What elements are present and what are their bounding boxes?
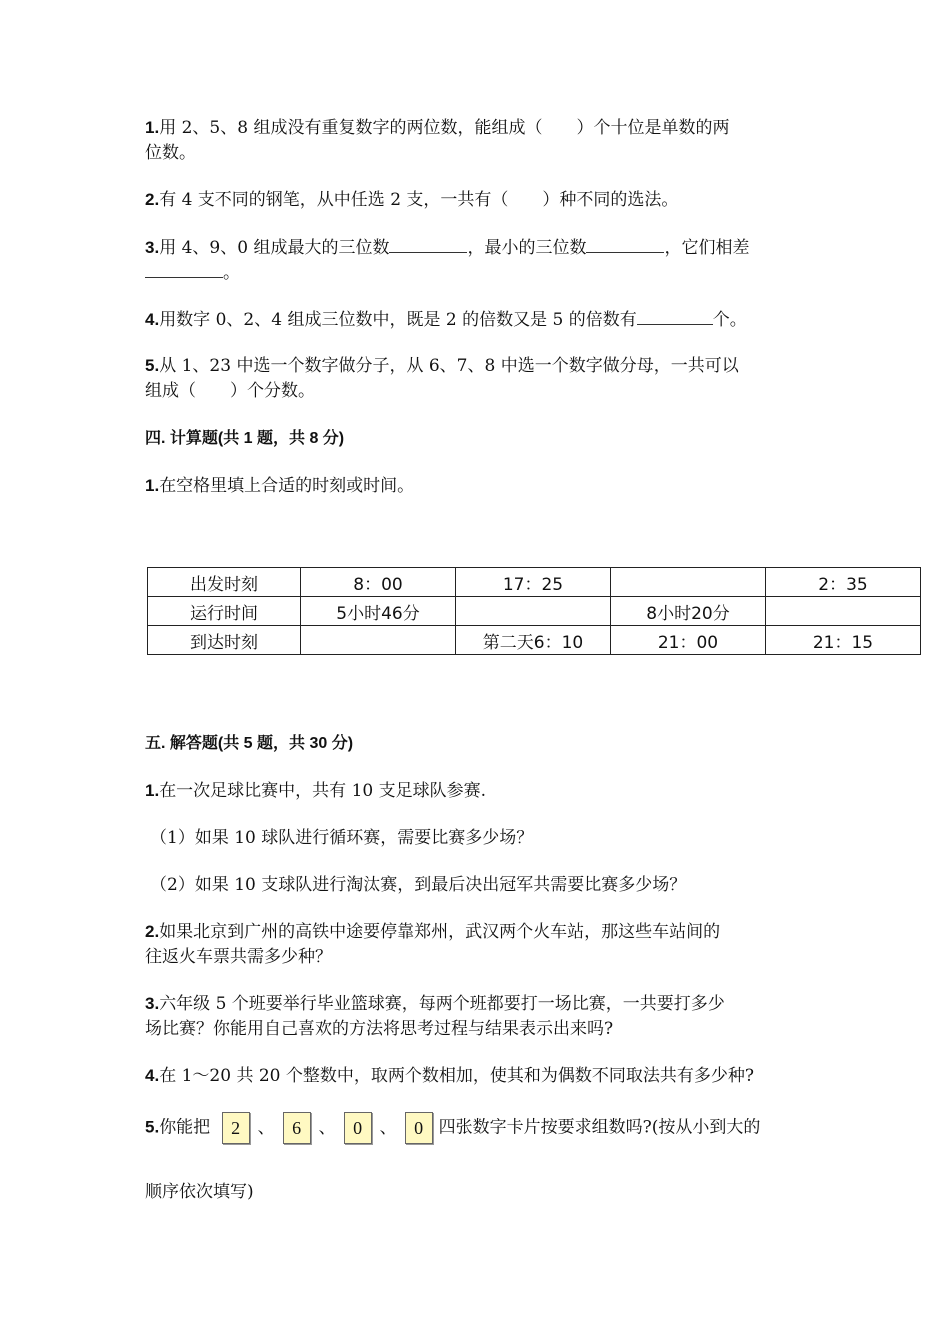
section-5-question-4: 4.在 1～20 共 20 个整数中，取两个数相加，使其和为偶数不同取法共有多少种? — [145, 1066, 754, 1086]
section-5-question-1: 1.在一次足球比赛中，共有 10 支足球队参赛. — [145, 781, 487, 801]
section-5-question-1-part-2: （2）如果 10 支球队进行淘汰赛，到最后决出冠军共需要比赛多少场？ — [150, 875, 687, 895]
time-table — [147, 567, 921, 655]
question-3-4: 4.用数字 0、2、4 组成三位数中，既是 2 的倍数又是 5 的倍数有 个。 — [145, 310, 747, 330]
table-cell: 21：15 — [766, 626, 921, 655]
table-row — [148, 568, 921, 597]
table-cell: 21：00 — [611, 626, 766, 655]
question-3-3-cont: 。 — [145, 261, 240, 285]
question-3-5: 5.从 1、23 中选一个数字做分子，从 6、7、8 中选一个数字做分母，一共可以 — [145, 356, 739, 376]
question-3-3: 3.用 4、9、0 组成最大的三位数 ，最小的三位数 ，它们相差 — [145, 238, 750, 258]
digit-card: 0 — [344, 1112, 372, 1144]
section-5-question-3-cont: 场比赛？你能用自己喜欢的方法将思考过程与结果表示出来吗? — [145, 1019, 614, 1039]
section-5-question-2: 2.如果北京到广州的高铁中途要停靠郑州，武汉两个火车站，那这些车站间的 — [145, 922, 721, 942]
table-cell-blank[interactable] — [766, 597, 921, 626]
table-cell: 8小时20分 — [611, 597, 766, 626]
question-3-1: 1.用 2、5、8 组成没有重复数字的两位数，能组成（ ）个十位是单数的两 — [145, 118, 730, 138]
table-cell: 第二天6：10 — [456, 626, 611, 655]
table-row — [148, 597, 921, 626]
question-3-1-cont: 位数。 — [145, 143, 196, 163]
section-5-question-1-part-1: （1）如果 10 球队进行循环赛，需要比赛多少场？ — [150, 828, 534, 848]
table-cell-blank[interactable] — [301, 626, 456, 655]
answer-blank[interactable] — [389, 236, 467, 253]
section-4-heading: 四. 计算题(共 1 题，共 8 分) — [145, 430, 345, 447]
digit-card: 2 — [222, 1112, 250, 1144]
section-4-question-1: 1.在空格里填上合适的时刻或时间。 — [145, 476, 415, 496]
separator: 、 — [257, 1117, 275, 1138]
section-5-question-3: 3.六年级 5 个班要举行毕业篮球赛，每两个班都要打一场比赛，一共要打多少 — [145, 994, 725, 1014]
answer-blank[interactable] — [586, 236, 664, 253]
table-cell: 8：00 — [301, 568, 456, 597]
section-5-question-5-cont: 顺序依次填写) — [145, 1182, 254, 1202]
row-label: 运行时间 — [148, 597, 301, 626]
separator: 、 — [318, 1117, 336, 1138]
separator: 、 — [379, 1117, 397, 1138]
section-5-question-5: 5.你能把 2 、 6 、 0 、 0 四张数字卡片按要求组数吗?(按从小到大的 — [145, 1112, 760, 1144]
table-cell-blank[interactable] — [456, 597, 611, 626]
digit-card: 6 — [283, 1112, 311, 1144]
row-label: 到达时刻 — [148, 626, 301, 655]
table-cell: 2：35 — [766, 568, 921, 597]
answer-blank[interactable] — [145, 261, 223, 278]
section-5-heading: 五. 解答题(共 5 题，共 30 分) — [145, 735, 354, 752]
table-cell: 17：25 — [456, 568, 611, 597]
answer-blank[interactable] — [637, 308, 713, 325]
digit-card: 0 — [405, 1112, 433, 1144]
table-cell-blank[interactable] — [611, 568, 766, 597]
table-cell: 5小时46分 — [301, 597, 456, 626]
table-row — [148, 626, 921, 655]
question-3-2: 2.有 4 支不同的钢笔，从中任选 2 支，一共有（ ）种不同的选法。 — [145, 190, 679, 210]
question-3-5-cont: 组成（ ）个分数。 — [145, 381, 315, 401]
section-5-question-2-cont: 往返火车票共需多少种？ — [145, 947, 332, 967]
row-label: 出发时刻 — [148, 568, 301, 597]
